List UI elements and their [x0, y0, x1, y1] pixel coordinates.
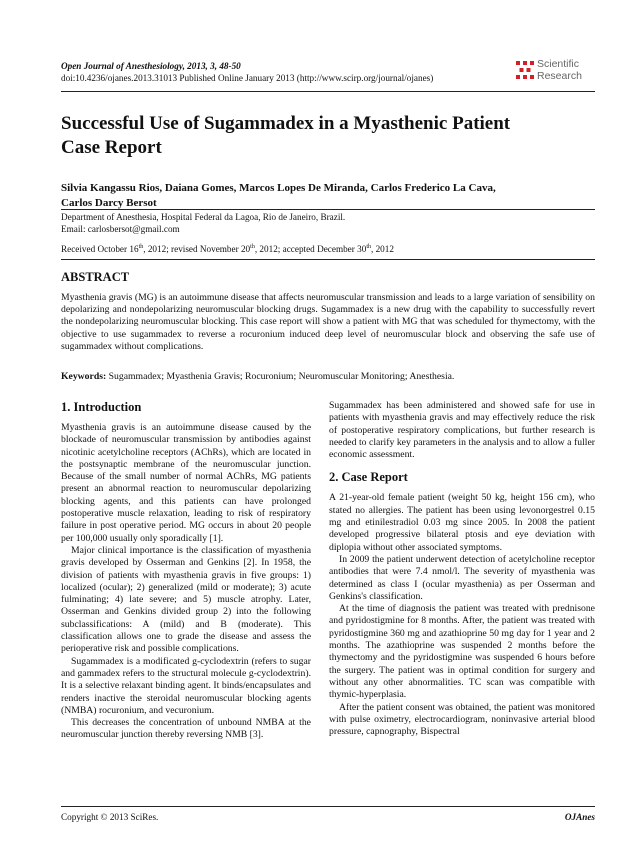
header-divider: [61, 91, 595, 92]
author-list: [61, 181, 595, 211]
copyright: Copyright © 2013 SciRes.: [61, 812, 159, 822]
author-divider: [61, 209, 595, 210]
keywords-list: Sugammadex; Myasthenia Gravis; Rocuronium; Neuromuscular Monitoring; Anesthesia.: [108, 371, 455, 382]
logo-text: [537, 58, 582, 82]
title-line-2: Case Report: [61, 137, 162, 158]
introduction-heading: 1. Introduction: [61, 400, 142, 414]
intro-paragraph: Major clinical importance is the classification of myasthenia gravis developed by Osserman and Genkins [2]. In 1958, the division of patients with myasthenia gravis in five groups: 1) localized (ocular); 2) generalized (mild or moderate); 3) acute fulminating; 4) late severe; and 5) muscle atrophy. Later, Osserman and Genkins divided group 2) into the following subclassifications: A (mild) and B (moderate). This classification allows one to grade the disease and assess the perioperative risk and possible complications.: [61, 544, 311, 655]
keywords-label: Keywords:: [61, 371, 107, 382]
ordinal-suffix: th: [250, 244, 255, 250]
keywords: [61, 371, 595, 383]
received-dates: [61, 241, 595, 255]
abstract-body: Myasthenia gravis (MG) is an autoimmune disease that affects neuromuscular transmission and leads to a large variation of sensibility on depolarizing and nondepolarizing neuromuscular blocking drugs. Sugammadex is a new drug with the capability to successfully revert the nondepolarizing neuromuscular blocking. This case report will show a patient with MG that was scheduled for thymectomy, with the objective to use sugammadex to reverse a rocuronium induced deep level of neuromuscular block and observing the safe use of sugammadex without complications.: [61, 292, 595, 352]
authors-line-2: Carlos Darcy Bersot: [61, 197, 157, 209]
intro-paragraph: Sugammadex has been administered and showed safe for use in patients with myasthenia gravis and may effectively reduce the risk of postoperative respiratory complications, but further research is needed to clarify key parameters in the analysis and to allow a fuller economic assessment.: [329, 400, 595, 461]
revised-text: , 2012; revised November 20: [143, 244, 251, 255]
contact-email[interactable]: Email: carlosbersot@gmail.com: [61, 224, 180, 234]
case-paragraph: After the patient consent was obtained, the patient was monitored with pulse oximetry, electrocardiogram, noninvasive arterial blood pressure, capnography, Bispectral: [329, 701, 595, 738]
affiliation: Department of Anesthesia, Hospital Federal da Lagoa, Rio de Janeiro, Brazil.: [61, 212, 346, 222]
accepted-text: , 2012; accepted December 30: [254, 244, 367, 255]
affiliation-block: [61, 211, 595, 235]
ordinal-suffix: th: [138, 244, 144, 250]
right-column: [329, 400, 595, 738]
footer-journal: OJAnes: [564, 812, 595, 822]
abstract-heading: ABSTRACT: [61, 270, 130, 284]
title-line-1: Successful Use of Sugammadex in a Myasthenic Patient: [61, 113, 511, 134]
scirp-logo-icon: [515, 60, 535, 80]
intro-paragraph: This decreases the concentration of unbound NMBA at the neuromuscular junction thereby reversing NMB [3].: [61, 717, 311, 741]
case-paragraph: In 2009 the patient underwent detection of acetylcholine receptor antibodies that were 7.4 nmol/l. The severity of myasthenia was determined as class I (ocular myasthenia) as per Osserman and Genkins's classification.: [329, 553, 595, 602]
ordinal-suffix: th: [366, 244, 371, 250]
logo-line-research: Research: [537, 70, 582, 82]
journal-citation: Open Journal of Anesthesiology, 2013, 3, 48-50: [61, 61, 241, 71]
year-text: , 2012: [370, 244, 394, 255]
intro-paragraph: Myasthenia gravis is an autoimmune disease caused by the blockade of neuromuscular transmission by antibodies against nicotinic acetylcholine receptors (AChRs), which are located in the postsynaptic membrane of the neuromuscular junction. Because of the small number of normal AChRs, MG patients present an abnormal reaction to neuromuscular depolarizing blocking agents, and this patients can have prolonged postoperative muscle relaxation, leading to risk of respiratory failure in post operative period. MG occurs in about 20 people per 100,000 usually only sporadically [1].: [61, 422, 311, 544]
paper-title: [61, 112, 595, 160]
left-column: [61, 400, 311, 742]
case-paragraph: A 21-year-old female patient (weight 50 kg, height 156 cm), who stated no allergies. The patient has been using levonorgestrel 0.15 mg and etinilestradiol 0.03 mg since 2005. In 2008 the patient developed progressive bilateral ptosis and eye deviation with diplopia without other associated symptoms.: [329, 492, 595, 553]
journal-header: [61, 60, 481, 84]
case-paragraph: At the time of diagnosis the patient was treated with prednisone and pyridostigmine for 8 months. After, the patient was treated with pyridostigmine 360 mg and azathioprine 50 mg day for 1 year and 2 months. The azathioprine was suspended 2 months before the thymectomy and the pyridostigmine was suspended 6 hours before the surgery. The patient was in optimal condition for surgery and without any other abnormalities. TC scan was compatible with thymic-hyperplasia.: [329, 603, 595, 701]
case-report-heading: 2. Case Report: [329, 470, 408, 485]
abstract-divider: [61, 259, 595, 260]
doi-line[interactable]: doi:10.4236/ojanes.2013.31013 Published Online January 2013 (http://www.scirp.org/journal/ojanes): [61, 73, 434, 83]
footer-divider: [61, 806, 595, 807]
received-text: Received October 16: [61, 244, 139, 255]
authors-line-1: Silvia Kangassu Rios, Daiana Gomes, Marcos Lopes De Miranda, Carlos Frederico La Cava,: [61, 182, 496, 194]
intro-paragraph: Sugammadex is a modificated g-cyclodextrin (refers to sugar and gammadex refers to the structural molecule g-cyclodextrin). It is a selective relaxant binding agent. It binds/encapsulates and renders inactive the steroidal neuromuscular blocking agents (NMBA) rocuronium, and vecuronium.: [61, 655, 311, 716]
logo-line-scientific: Scientific: [537, 58, 580, 70]
publisher-logo: [515, 58, 595, 84]
section-gap: [329, 461, 595, 470]
